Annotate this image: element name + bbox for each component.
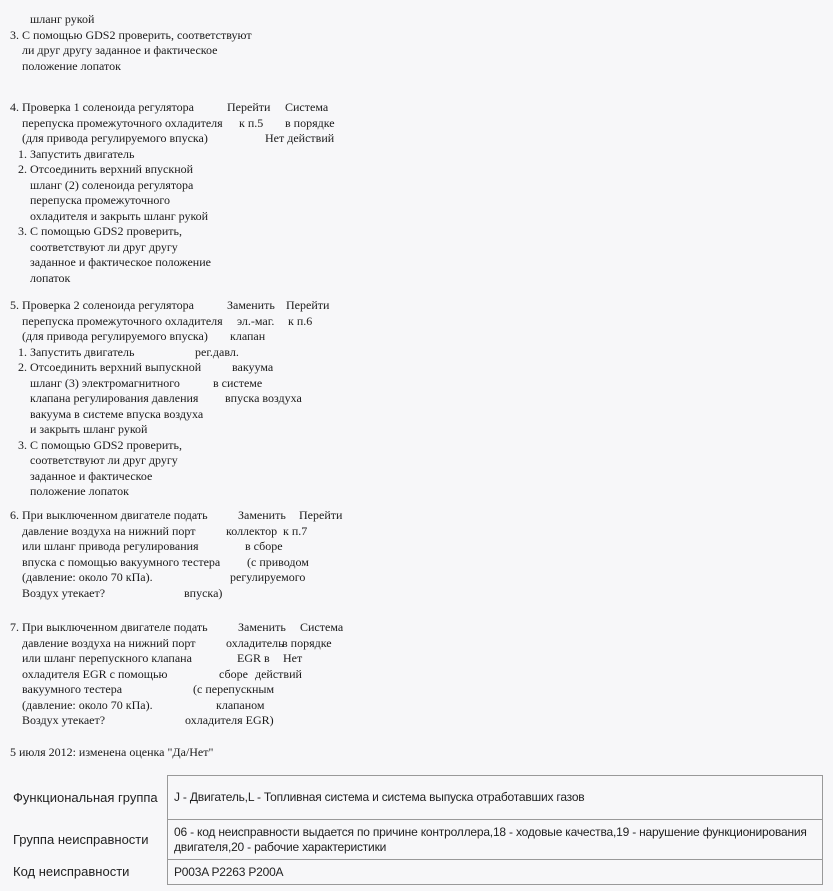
step-text: положение лопаток <box>30 484 129 498</box>
result-yes: клапан <box>230 329 266 343</box>
step-text: 5. Проверка 2 соленоида регулятора <box>10 298 194 312</box>
step-text: 7. При выключенном двигателе подать <box>10 620 208 634</box>
step-line <box>0 636 420 652</box>
step-text: (для привода регулируемого впуска) <box>22 329 208 343</box>
result-yes: в системе <box>213 375 263 390</box>
step-line <box>0 469 420 485</box>
step-text: или шланг привода регулирования <box>22 539 199 553</box>
table-row <box>5 820 823 860</box>
step-5 <box>0 298 420 500</box>
step-line <box>0 407 420 423</box>
step-text: положение лопаток <box>22 58 121 73</box>
info-table <box>5 775 823 885</box>
result-no: Нет действий <box>265 131 335 145</box>
step-line <box>0 453 420 469</box>
result-no: Перейти <box>286 298 330 312</box>
step-line <box>0 682 420 698</box>
result-yes: эл.-маг. <box>237 313 275 328</box>
step-line <box>0 698 420 714</box>
row-label: Код неисправности <box>13 864 130 879</box>
step-text: шланг рукой <box>30 12 95 26</box>
step-text: перепуска промежуточного охладителя <box>22 313 223 328</box>
table-row <box>5 776 823 820</box>
result-yes: регулируемого <box>230 570 306 584</box>
step-line <box>0 298 420 314</box>
step-line <box>0 255 420 271</box>
step-line <box>0 162 420 178</box>
row-value: 06 - код неисправности выдается по причине контроллера,18 - ходовые качества,19 - нарушение функционирования двигателя,20 - рабочие характеристики <box>168 820 823 860</box>
result-yes: (с перепускным <box>193 682 275 696</box>
step-line <box>0 271 420 287</box>
step-line <box>0 329 420 345</box>
step-text: Воздух утекает? <box>22 585 106 600</box>
result-yes: сборе <box>219 666 248 681</box>
result-no: к п.7 <box>283 523 308 538</box>
step-line <box>0 713 420 729</box>
step-text: 2. Отсоединить верхний выпускной <box>18 360 202 374</box>
result-yes: Заменить <box>238 620 286 634</box>
step-text: 1. Запустить двигатель <box>18 146 135 161</box>
result-yes: EGR в <box>237 651 270 665</box>
result-yes: Заменить <box>238 508 286 522</box>
step-line <box>0 570 420 586</box>
step-text: ли друг другу заданное и фактическое <box>22 43 218 57</box>
step-text: (для привода регулируемого впуска) <box>22 131 208 145</box>
step-line <box>0 620 420 636</box>
row-label: Функциональная группа <box>13 789 158 805</box>
step-text: и закрыть шланг рукой <box>30 422 148 436</box>
step-text: охладителя и закрыть шланг рукой <box>30 208 209 223</box>
step-text: соответствуют ли друг другу <box>30 453 178 467</box>
step-line <box>0 438 420 454</box>
step-text: шланг (2) соленоида регулятора <box>30 177 194 192</box>
step-text: или шланг перепускного клапана <box>22 651 192 665</box>
result-no: действий <box>255 666 302 681</box>
result-yes: охладитель <box>226 635 284 650</box>
step-line <box>0 391 420 407</box>
step-text: (давление: около 70 кПа). <box>22 570 153 584</box>
step-text: давление воздуха на нижний порт <box>22 635 196 650</box>
result-no: Система <box>285 100 329 114</box>
step-text: охладителя EGR с помощью <box>22 666 168 681</box>
step-line <box>0 43 420 59</box>
step-line <box>0 508 420 524</box>
step-line <box>0 360 420 376</box>
step-text: 2. Отсоединить верхний впускной <box>18 162 194 176</box>
result-yes: клапаном <box>216 697 265 712</box>
step-line <box>0 524 420 540</box>
step-text: 3. С помощью GDS2 проверить, <box>18 437 182 452</box>
result-no: в порядке <box>285 115 335 130</box>
result-no: Нет <box>283 651 303 665</box>
step-line <box>0 178 420 194</box>
result-yes: рег.давл. <box>195 344 239 359</box>
step-text: 1. Запустить двигатель <box>18 344 135 359</box>
result-yes: (с приводом <box>247 554 309 569</box>
step-line <box>0 651 420 667</box>
step-text: впуска с помощью вакуумного тестера <box>22 554 221 569</box>
step-text: лопаток <box>30 270 71 285</box>
result-yes: в сборе <box>245 539 283 553</box>
step-line <box>0 147 420 163</box>
step-line <box>0 193 420 209</box>
step-line <box>0 12 420 28</box>
step-line <box>0 586 420 602</box>
step-6 <box>0 508 420 601</box>
step-line <box>0 555 420 571</box>
step-line <box>0 59 420 75</box>
step-text: 6. При выключенном двигателе подать <box>10 508 208 522</box>
result-no: Перейти <box>299 508 343 522</box>
step-text: Воздух утекает? <box>22 713 106 727</box>
step-line <box>0 345 420 361</box>
step-text: 3. С помощью GDS2 проверить, <box>18 224 182 238</box>
result-yes: коллектор <box>226 523 278 538</box>
step-text: (давление: около 70 кПа). <box>22 697 153 712</box>
step-line <box>0 314 420 330</box>
step-line <box>0 224 420 240</box>
step-text: 3. С помощью GDS2 проверить, соответствуют <box>10 27 252 42</box>
step-line <box>0 209 420 225</box>
result-no: Система <box>300 620 344 634</box>
step-7 <box>0 620 420 729</box>
step-text: вакуума в системе впуска воздуха <box>30 406 204 421</box>
step-line <box>0 116 420 132</box>
step-text: заданное и фактическое <box>30 468 153 483</box>
revision-note: 5 июля 2012: изменена оценка "Да/Нет" <box>10 745 214 759</box>
step-text: клапана регулирования давления <box>30 391 199 405</box>
step-line <box>0 484 420 500</box>
step-line <box>0 539 420 555</box>
step-line <box>0 422 420 438</box>
step-3-continuation <box>0 12 420 74</box>
step-line <box>0 28 420 44</box>
step-text: перепуска промежуточного <box>30 193 171 207</box>
step-text: 4. Проверка 1 соленоида регулятора <box>10 100 194 114</box>
step-line <box>0 240 420 256</box>
result-yes: к п.5 <box>239 115 264 130</box>
step-4 <box>0 100 420 286</box>
row-value: J - Двигатель,L - Топливная система и система выпуска отработавших газов <box>168 776 823 820</box>
result-no: в порядке <box>282 635 332 650</box>
table-row <box>5 860 823 885</box>
result-yes: Перейти <box>227 100 271 114</box>
step-text: шланг (3) электромагнитного <box>30 375 180 390</box>
result-yes: вакуума <box>232 360 274 374</box>
row-label: Группа неисправности <box>13 831 149 847</box>
result-yes: охладителя EGR) <box>185 713 274 727</box>
step-line <box>0 376 420 392</box>
result-no: к п.6 <box>288 313 313 328</box>
step-text: вакуумного тестера <box>22 682 123 696</box>
step-line <box>0 131 420 147</box>
step-text: заданное и фактическое положение <box>30 255 211 269</box>
step-text: перепуска промежуточного охладителя <box>22 115 223 130</box>
step-line <box>0 667 420 683</box>
result-yes: впуска) <box>184 585 223 600</box>
step-text: соответствуют ли друг другу <box>30 239 178 254</box>
result-yes: впуска воздуха <box>225 391 302 405</box>
step-line <box>0 100 420 116</box>
result-yes: Заменить <box>227 298 275 312</box>
row-value: P003A P2263 P200A <box>168 860 823 885</box>
step-text: давление воздуха на нижний порт <box>22 523 196 538</box>
